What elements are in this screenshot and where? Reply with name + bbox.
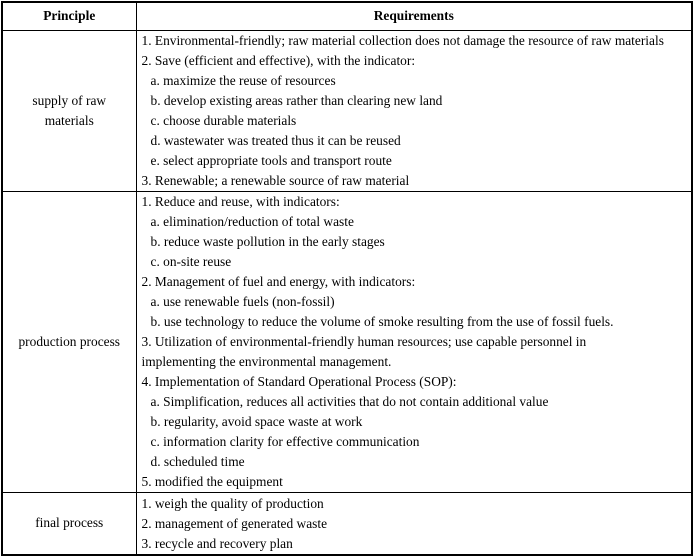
requirement-line: 5. modified the equipment [141,473,283,489]
principles-requirements-table [1,1,693,556]
requirement-line: 2. management of generated waste [141,515,328,531]
requirement-line: 1. weigh the quality of production [141,495,324,511]
requirement-line: a. use renewable fuels (non-fossil) [150,293,335,309]
requirements-cell [136,30,692,191]
table-header-row [2,2,692,30]
requirement-line: c. information clarity for effective communication [150,433,420,449]
requirements-cell [136,492,692,555]
table-row-final-process [2,492,692,555]
requirement-line: b. reduce waste pollution in the early stages [150,233,385,249]
requirement-line: b. use technology to reduce the volume of smoke resulting from the use of fossil fuels. [150,313,614,329]
requirement-line: 1. Environmental-friendly; raw material collection does not damage the resource of raw materials [141,32,664,48]
principle-cell: supply of raw materials [2,30,136,191]
requirement-line: a. elimination/reduction of total waste [150,213,354,229]
requirement-line: b. regularity, avoid space waste at work [150,413,363,429]
requirements-cell [136,191,692,492]
requirement-line: 3. Utilization of environmental-friendly human resources; use capable personnel in [141,333,587,349]
requirement-line: c. on-site reuse [150,253,232,269]
requirement-line: 1. Reduce and reuse, with indicators: [141,193,340,209]
requirement-line: 2. Management of fuel and energy, with indicators: [141,273,416,289]
table-row-supply-of-raw-materials [2,30,692,191]
requirement-line: 3. Renewable; a renewable source of raw material [141,172,410,188]
requirement-line-continuation: implementing the environmental management. [141,353,392,369]
requirement-line: 4. Implementation of Standard Operational Process (SOP): [141,373,457,389]
requirement-line: c. choose durable materials [150,112,297,128]
requirement-line: e. select appropriate tools and transport route [150,152,392,168]
principle-cell: production process [2,191,136,492]
requirement-line: d. wastewater was treated thus it can be reused [150,132,401,148]
requirement-line: a. maximize the reuse of resources [150,72,336,88]
requirement-line: d. scheduled time [150,453,245,469]
column-header-principle: Principle [2,2,136,30]
requirement-line: a. Simplification, reduces all activities that do not contain additional value [150,393,549,409]
principle-cell: final process [2,492,136,555]
table-row-production-process [2,191,692,492]
requirement-line: b. develop existing areas rather than clearing new land [150,92,443,108]
column-header-requirements: Requirements [136,2,692,30]
requirement-line: 3. recycle and recovery plan [141,535,293,551]
requirement-line: 2. Save (efficient and effective), with the indicator: [141,52,416,68]
